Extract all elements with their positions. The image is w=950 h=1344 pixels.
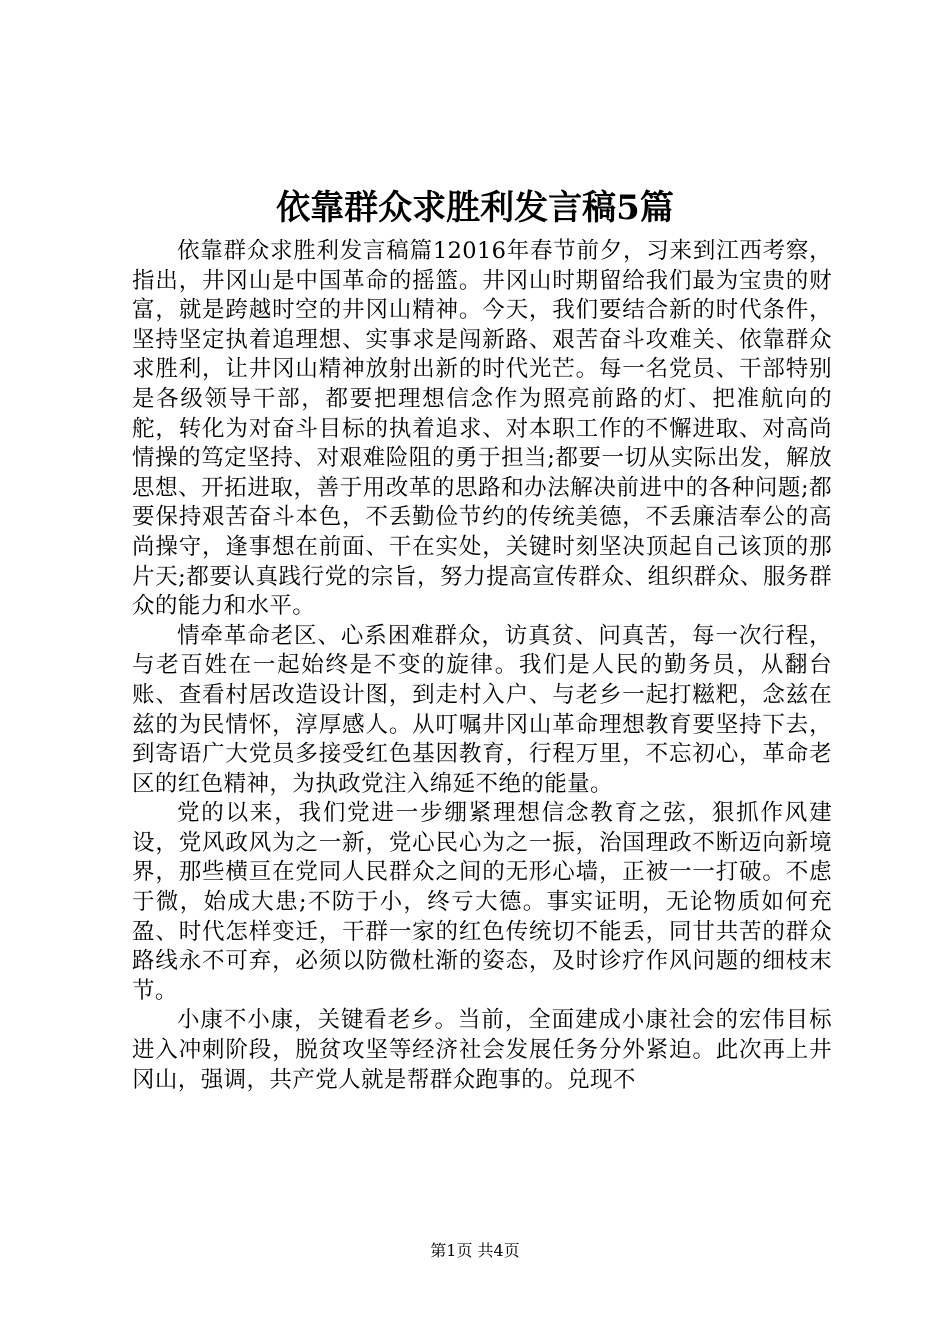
paragraph-4: 小康不小康，关键看老乡。当前，全面建成小康社会的宏伟目标进入冲刺阶段，脱贫攻坚等经济社会发展任务分外紧迫。此次再上井冈山，强调，共产党人就是帮群众跑事的。兑现不 xyxy=(132,1007,832,1093)
paragraph-1: 依靠群众求胜利发言稿篇12016年春节前夕，习来到江西考察，指出，井冈山是中国革命的摇篮。井冈山时期留给我们最为宝贵的财富，就是跨越时空的井冈山精神。今天，我们要结合新的时代条件，坚持坚定执着追理想、实事求是闯新路、艰苦奋斗攻难关、依靠群众求胜利，让井冈山精神放射出新的时代光芒。每一名党员、干部特别是各级领导干部，都要把理想信念作为照亮前路的灯、把准航向的舵，转化为对奋斗目标的执着追求、对本职工作的不懈进取、对高尚情操的笃定坚持、对艰难险阻的勇于担当;都要一切从实际出发，解放思想、开拓进取，善于用改革的思路和办法解决前进中的各种问题;都要保持艰苦奋斗本色，不丢勤俭节约的传统美德，不丢廉洁奉公的高尚操守，逢事想在前面、干在实处，关键时刻坚决顶起自己该顶的那片天;都要认真践行党的宗旨，努力提高宣传群众、组织群众、服务群众的能力和水平。 xyxy=(132,238,832,620)
page-footer: 第1页 共4页 xyxy=(430,1241,520,1260)
paragraph-3: 党的以来，我们党进一步绷紧理想信念教育之弦，狠抓作风建设，党风政风为之一新，党心民心为之一振，治国理政不断迈向新境界，那些横亘在党同人民群众之间的无形心墙，正被一一打破。不虑于微，始成大患;不防于小，终亏大德。事实证明，无论物质如何充盈、时代怎样变迁，干群一家的红色传统切不能丢，同甘共苦的群众路线永不可弃，必须以防微杜渐的姿态，及时诊疗作风问题的细枝末节。 xyxy=(132,800,832,1004)
paragraph-2: 情牵革命老区、心系困难群众，访真贫、问真苦，每一次行程，与老百姓在一起始终是不变的旋律。我们是人民的勤务员，从翻台账、查看村居改造设计图，到走村入户、与老乡一起打糍粑，念兹在兹的为民情怀，淳厚感人。从叮嘱井冈山革命理想教育要坚持下去，到寄语广大党员多接受红色基因教育，行程万里，不忘初心，革命老区的红色精神，为执政党注入绵延不绝的能量。 xyxy=(132,622,832,797)
document-body xyxy=(132,237,832,1095)
document-title: 依靠群众求胜利发言稿5篇 xyxy=(276,188,674,228)
